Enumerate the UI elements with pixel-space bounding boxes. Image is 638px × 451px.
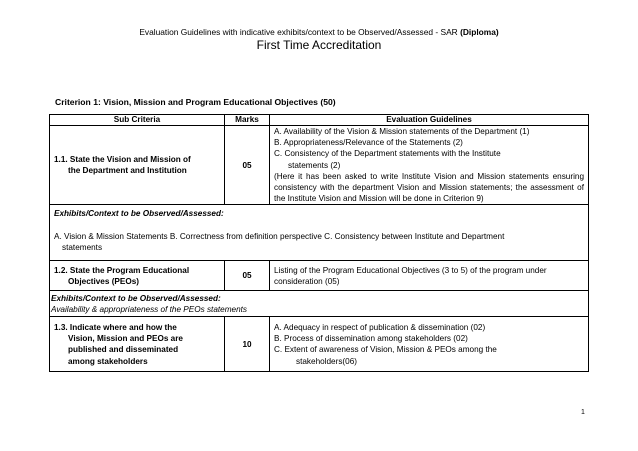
guideline-item-cont: statements (2) bbox=[288, 160, 341, 170]
marks-cell: 05 bbox=[225, 126, 270, 205]
sub-criteria-line: Objectives (PEOs) bbox=[68, 276, 139, 286]
sub-criteria-line: among stakeholders bbox=[68, 356, 148, 366]
criterion-title: Criterion 1: Vision, Mission and Program Educational Objectives (50) bbox=[55, 97, 336, 107]
header-sub-criteria: Sub Criteria bbox=[50, 115, 225, 126]
header-text: Evaluation Guidelines with indicative exhibits/context to be Observed/Assessed - SAR bbox=[139, 27, 461, 37]
table-row bbox=[50, 126, 589, 205]
evaluation-table bbox=[49, 114, 588, 372]
header-guidelines: Evaluation Guidelines bbox=[270, 115, 589, 126]
exhibits-row bbox=[50, 205, 589, 261]
exhibits-text: Availability & appropriateness of the PEOs statements bbox=[51, 304, 247, 314]
table-header-row bbox=[50, 115, 589, 126]
guideline-item: B. Process of dissemination among stakeholders (02) bbox=[274, 334, 468, 344]
document-subtitle: First Time Accreditation bbox=[256, 38, 382, 52]
exhibits-title: Exhibits/Context to be Observed/Assessed: bbox=[51, 293, 221, 303]
sub-criteria-line: 1.2. State the Program Educational bbox=[54, 265, 190, 275]
sub-criteria-line: 1.3. Indicate where and how the bbox=[54, 323, 177, 333]
sub-criteria-line: published and disseminated bbox=[68, 345, 179, 355]
guidelines-cell: Listing of the Program Educational Objectives (3 to 5) of the program under consideration (05) bbox=[270, 261, 589, 291]
guideline-item: C. Consistency of the Department statements with the Institute bbox=[274, 149, 501, 159]
table-row bbox=[50, 261, 589, 291]
exhibits-cell bbox=[50, 291, 589, 317]
table-row bbox=[50, 317, 589, 372]
sub-criteria-cell bbox=[50, 126, 225, 205]
sub-criteria-cell bbox=[50, 261, 225, 291]
exhibits-title: Exhibits/Context to be Observed/Assessed: bbox=[54, 209, 224, 219]
exhibits-row bbox=[50, 291, 589, 317]
guideline-item-cont: stakeholders(06) bbox=[296, 356, 357, 366]
guideline-item: B. Appropriateness/Relevance of the Statements (2) bbox=[274, 138, 463, 148]
guidelines-cell bbox=[270, 126, 589, 205]
sub-criteria-line: Vision, Mission and PEOs are bbox=[68, 334, 183, 344]
guideline-item: C. Extent of awareness of Vision, Mission & PEOs among the bbox=[274, 345, 497, 355]
exhibits-cell bbox=[50, 205, 589, 261]
exhibits-text-cont: statements bbox=[62, 242, 103, 252]
guideline-item: A. Availability of the Vision & Mission statements of the Department (1) bbox=[274, 127, 530, 136]
document-header-line bbox=[0, 27, 638, 37]
guideline-note: (Here it has been asked to write Institute Vision and Mission statements ensuring consistency with the department Vision and Mission statements; the assessment of the Institute Vision and Mission will be done in Criterion 9) bbox=[274, 171, 584, 204]
sub-criteria-cell bbox=[50, 317, 225, 372]
guidelines-cell bbox=[270, 317, 589, 372]
exhibits-text: A. Vision & Mission Statements B. Correctness from definition perspective C. Consistency between Institute and Department bbox=[54, 231, 505, 241]
page-number: 1 bbox=[581, 409, 585, 416]
header-marks: Marks bbox=[225, 115, 270, 126]
header-diploma: (Diploma) bbox=[460, 27, 499, 37]
sub-criteria-line: the Department and Institution bbox=[68, 166, 187, 176]
guideline-item: A. Adequacy in respect of publication & dissemination (02) bbox=[274, 323, 486, 333]
marks-cell: 05 bbox=[225, 261, 270, 291]
sub-criteria-line: 1.1. State the Vision and Mission of bbox=[54, 155, 191, 164]
marks-cell: 10 bbox=[225, 317, 270, 372]
